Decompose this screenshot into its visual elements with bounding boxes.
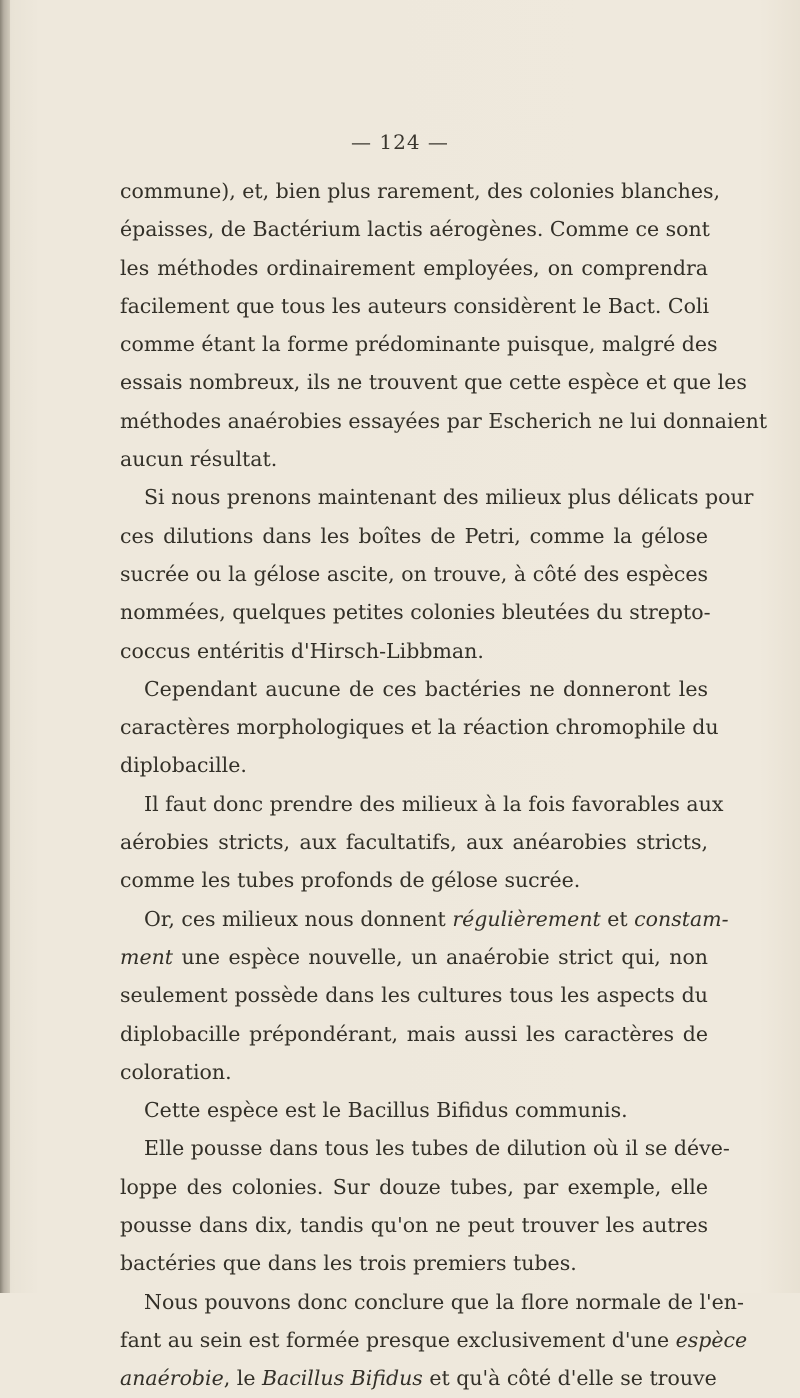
text-line	[120, 517, 708, 555]
text-line	[120, 861, 708, 899]
italic-segment: espèce	[675, 1327, 748, 1352]
text-segment: Cette espèce est le Bacillus Bifidus communis.	[144, 1098, 628, 1123]
text-line	[120, 1244, 708, 1282]
text-line	[120, 1206, 708, 1244]
text-line	[120, 1091, 708, 1129]
text-segment: Cependant aucune de ces bactéries ne donneront les	[144, 676, 708, 701]
text-segment: fant au sein est formée presque exclusivement d'une	[120, 1327, 676, 1352]
text-segment: aucun résultat.	[120, 447, 278, 472]
text-segment: Or, ces milieux nous donnent	[144, 906, 453, 931]
text-line	[120, 900, 729, 938]
text-line	[120, 1359, 717, 1397]
text-segment: essais nombreux, ils ne trouvent que cette espèce et que les	[120, 370, 747, 395]
text-line	[120, 593, 711, 631]
text-segment: épaisses, de Bactérium lactis aérogènes. Comme ce sont	[120, 217, 710, 242]
text-line	[120, 555, 708, 593]
text-segment: seulement possède dans les cultures tous les aspects du	[120, 983, 708, 1008]
italic-segment: ment	[120, 944, 174, 969]
text-segment: diplobacille.	[120, 753, 247, 778]
body-text	[120, 172, 768, 1398]
text-segment: Nous pouvons donc conclure que la flore normale de l'en-	[144, 1289, 744, 1314]
text-segment: coloration.	[120, 1059, 232, 1084]
text-line	[120, 632, 708, 670]
text-line	[120, 402, 768, 440]
text-line	[120, 1129, 730, 1167]
text-segment: bactéries que dans les trois premiers tubes.	[120, 1251, 577, 1276]
text-segment: comme les tubes profonds de gélose sucrée.	[120, 868, 581, 893]
page-binding-edge	[0, 0, 10, 1293]
text-line	[120, 1053, 708, 1091]
text-segment: diplobacille prépondérant, mais aussi les caractères de	[120, 1021, 708, 1046]
text-segment: sucrée ou la gélose ascite, on trouve, à côté des espèces	[120, 561, 708, 586]
text-line	[120, 287, 708, 325]
text-line	[120, 363, 747, 401]
text-line	[120, 172, 721, 210]
text-segment: caractères morphologiques et la réaction chromophile du	[120, 715, 719, 740]
text-segment: une espèce nouvelle, un anaérobie strict qui, non	[173, 944, 708, 969]
text-segment: et	[600, 906, 635, 931]
text-segment: comme étant la forme prédominante puisque, malgré des	[120, 332, 718, 357]
text-segment: et qu'à côté d'elle se trouve	[422, 1366, 717, 1391]
text-segment: les méthodes ordinairement employées, on comprendra	[120, 255, 708, 280]
italic-segment: régulièrement	[452, 906, 601, 931]
text-segment: pousse dans dix, tandis qu'on ne peut trouver les autres	[120, 1213, 708, 1238]
text-line	[120, 670, 708, 708]
text-segment: facilement que tous les auteurs considèrent le Bact. Coli	[120, 293, 710, 318]
text-line	[120, 1168, 708, 1206]
text-segment: coccus entéritis d'Hirsch-Libbman.	[120, 638, 484, 663]
text-segment: méthodes anaérobies essayées par Escherich ne lui donnaient	[120, 408, 768, 433]
text-segment: ces dilutions dans les boîtes de Petri, comme la gélose	[120, 523, 708, 548]
text-line	[120, 938, 708, 976]
text-line	[120, 1015, 708, 1053]
italic-segment: Bacillus Bifidus	[261, 1366, 423, 1391]
text-line	[120, 1321, 748, 1359]
text-segment: Il faut donc prendre des milieux à la fois favorables aux	[144, 791, 724, 816]
page-number: — 124 —	[351, 130, 449, 154]
text-line	[120, 1283, 744, 1321]
text-line	[120, 708, 719, 746]
italic-segment: constam-	[634, 906, 729, 931]
text-segment: loppe des colonies. Sur douze tubes, par exemple, elle	[120, 1174, 708, 1199]
text-line	[120, 823, 708, 861]
text-line	[120, 440, 708, 478]
text-segment: aérobies stricts, aux facultatifs, aux anéarobies stricts,	[120, 830, 708, 855]
text-segment: nommées, quelques petites colonies bleutées du strepto-	[120, 600, 711, 625]
italic-segment: anaérobie	[120, 1366, 224, 1391]
text-segment: Elle pousse dans tous les tubes de dilution où il se déve-	[144, 1136, 730, 1161]
text-line	[120, 210, 708, 248]
text-line	[120, 249, 708, 287]
text-segment: Si nous prenons maintenant des milieux plus délicats pour	[144, 485, 754, 510]
text-segment: commune), et, bien plus rarement, des colonies blanches,	[120, 179, 721, 203]
text-line	[120, 976, 708, 1014]
text-line	[120, 785, 724, 823]
text-line	[120, 746, 708, 784]
text-segment: , le	[223, 1366, 262, 1391]
text-line	[120, 325, 718, 363]
text-line	[120, 478, 754, 516]
